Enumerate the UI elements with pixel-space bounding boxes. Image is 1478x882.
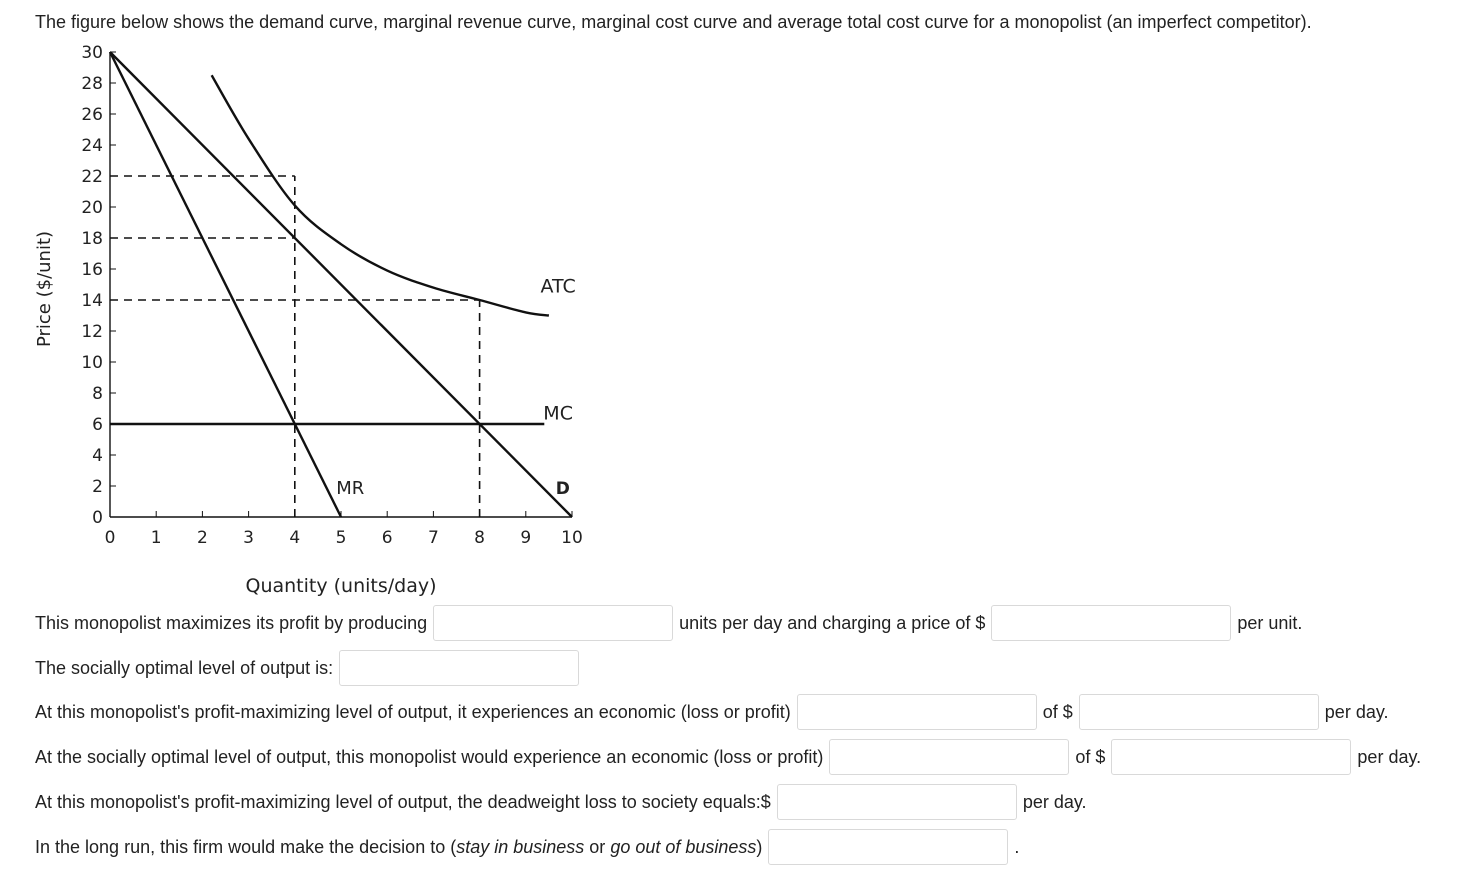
y-tick-label-16: 16	[81, 260, 103, 280]
x-tick-label-3: 3	[243, 528, 255, 548]
answer-input[interactable]	[768, 829, 1008, 865]
y-tick-label-24: 24	[81, 136, 103, 156]
answer-input[interactable]	[829, 739, 1069, 775]
question-text: per day.	[1022, 791, 1087, 812]
y-tick-label-4: 4	[92, 446, 103, 466]
answer-input[interactable]	[991, 605, 1231, 641]
question-row-3	[35, 693, 1389, 731]
series-d-curve	[110, 52, 572, 517]
question-row-1	[35, 604, 1302, 642]
y-tick-label-14: 14	[81, 291, 103, 311]
y-tick-label-22: 22	[81, 167, 103, 187]
series-atc-curve	[212, 75, 549, 315]
question-text: .	[1014, 836, 1020, 857]
series-label-mr: MR	[336, 477, 365, 499]
question-text: per day.	[1324, 701, 1389, 722]
y-tick-label-10: 10	[81, 353, 103, 373]
x-tick-label-1: 1	[150, 528, 162, 548]
question-text: This monopolist maximizes its profit by producing	[35, 612, 428, 633]
series-label-atc: ATC	[540, 275, 576, 298]
x-tick-label-9: 9	[520, 528, 532, 548]
y-axis-label: Price ($/unit)	[34, 230, 55, 348]
answer-input[interactable]	[777, 784, 1017, 820]
y-tick-label-28: 28	[81, 74, 103, 94]
answer-input[interactable]	[339, 650, 579, 686]
question-row-6	[35, 828, 1019, 866]
series-label-d: D	[555, 478, 570, 499]
series-label-mc: MC	[543, 402, 573, 425]
x-tick-label-5: 5	[335, 528, 347, 548]
answer-input[interactable]	[1111, 739, 1351, 775]
x-axis-label: Quantity (units/day)	[245, 575, 437, 597]
cost-curves-chart	[0, 0, 620, 610]
y-tick-label-20: 20	[81, 198, 103, 218]
x-tick-label-6: 6	[381, 528, 393, 548]
question-text: per day.	[1357, 746, 1422, 767]
question-row-4	[35, 738, 1421, 776]
question-text: The socially optimal level of output is:	[35, 657, 334, 678]
question-text: of $	[1042, 701, 1073, 722]
y-tick-label-18: 18	[81, 229, 103, 249]
question-text: per unit.	[1237, 612, 1303, 633]
answer-input[interactable]	[1079, 694, 1319, 730]
y-tick-label-2: 2	[92, 477, 103, 497]
y-tick-label-26: 26	[81, 105, 103, 125]
y-tick-label-12: 12	[81, 322, 103, 342]
question-text: )	[756, 836, 763, 857]
x-tick-label-10: 10	[561, 528, 583, 548]
question-row-5	[35, 783, 1087, 821]
x-tick-label-2: 2	[196, 528, 208, 548]
x-tick-label-8: 8	[474, 528, 486, 548]
question-text: At this monopolist's profit-maximizing level of output, it experiences an economic (loss or profit)	[35, 701, 791, 722]
intro-text: The figure below shows the demand curve, marginal revenue curve, marginal cost curve and average total cost curve for a monopolist (an imperfect competitor).	[35, 12, 1312, 32]
question-text: of $	[1075, 746, 1106, 767]
x-tick-label-7: 7	[427, 528, 439, 548]
question-text: At this monopolist's profit-maximizing level of output, the deadweight loss to society equals:$	[35, 791, 771, 812]
answer-input[interactable]	[797, 694, 1037, 730]
x-tick-label-4: 4	[289, 528, 301, 548]
answer-input[interactable]	[433, 605, 673, 641]
question-text: units per day and charging a price of $	[679, 612, 986, 633]
question-text: In the long run, this firm would make the decision to (	[35, 836, 457, 857]
question-text: At the socially optimal level of output, this monopolist would experience an economic (loss or profit)	[35, 746, 824, 767]
series-mr-curve	[110, 52, 341, 517]
answer-option-text: go out of business	[610, 836, 757, 857]
answer-option-text: stay in business	[456, 836, 585, 857]
y-tick-label-0: 0	[92, 508, 103, 528]
x-tick-label-0: 0	[104, 528, 116, 548]
question-row-2	[35, 649, 585, 687]
question-text: or	[584, 836, 611, 857]
y-tick-label-6: 6	[92, 415, 103, 435]
y-tick-label-30: 30	[81, 43, 103, 63]
y-tick-label-8: 8	[92, 384, 103, 404]
